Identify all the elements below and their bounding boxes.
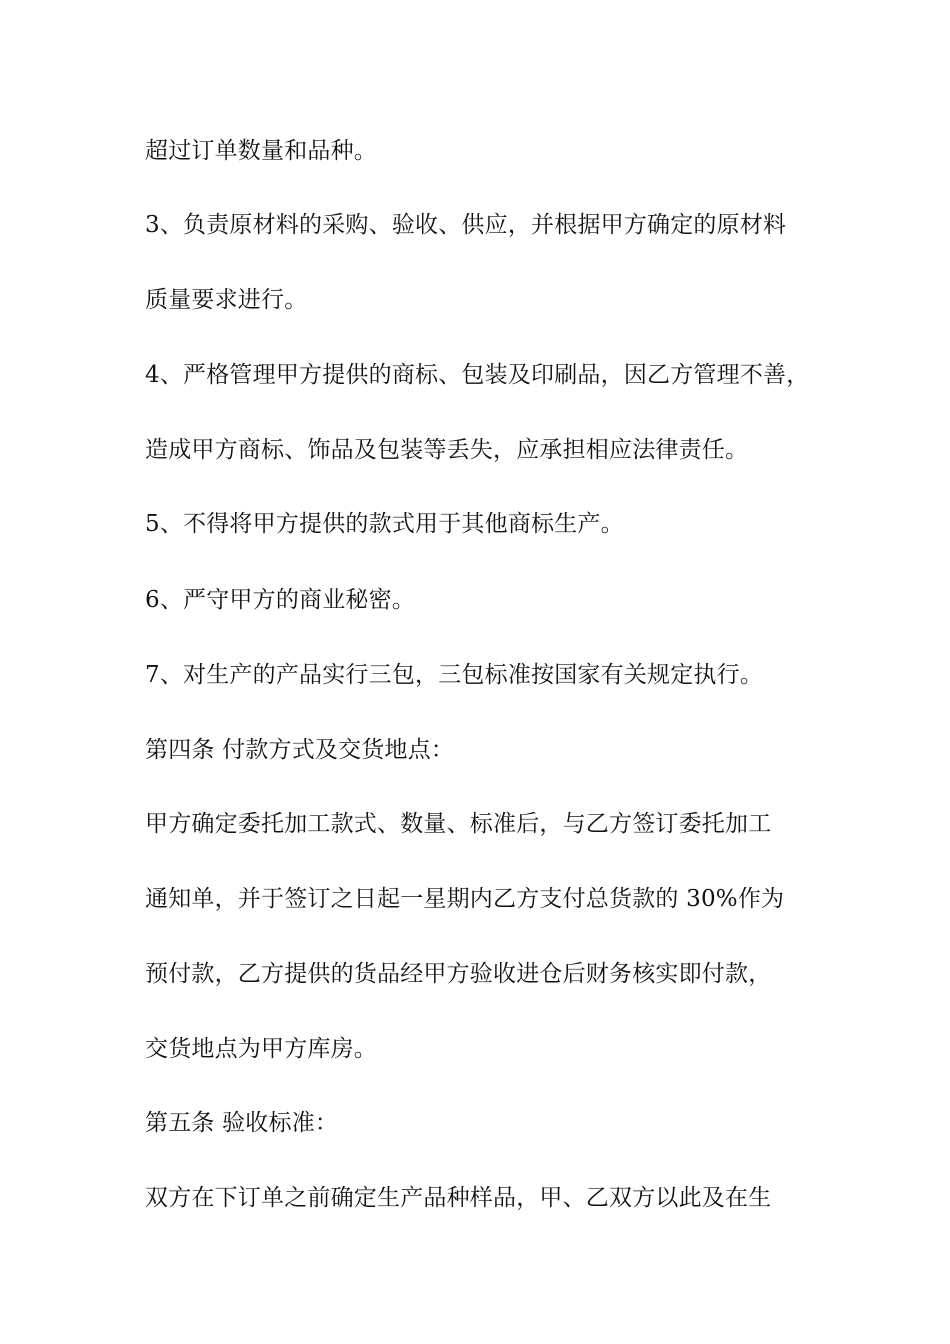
text-line: 超过订单数量和品种。 (145, 138, 377, 164)
section-heading: 第四条 付款方式及交货地点： (145, 737, 455, 763)
text-line: 交货地点为甲方库房。 (145, 1036, 377, 1062)
text-line: 质量要求进行。 (145, 287, 308, 313)
text-line: 4、严格管理甲方提供的商标、包装及印刷品，因乙方管理不善， (145, 362, 810, 388)
text-line: 通知单，并于签订之日起一星期内乙方支付总货款的 30%作为 (145, 886, 785, 912)
text-line: 5、不得将甲方提供的款式用于其他商标生产。 (145, 511, 624, 537)
section-heading: 第五条 验收标准： (145, 1110, 339, 1136)
text-line: 3、负责原材料的采购、验收、供应，并根据甲方确定的原材料 (145, 212, 787, 238)
text-line: 预付款，乙方提供的货品经甲方验收进仓后财务核实即付款， (145, 961, 772, 987)
text-line: 双方在下订单之前确定生产品种样品，甲、乙双方以此及在生 (145, 1185, 772, 1211)
text-line: 甲方确定委托加工款式、数量、标准后，与乙方签订委托加工 (145, 811, 772, 837)
text-line: 6、严守甲方的商业秘密。 (145, 587, 416, 613)
text-line: 造成甲方商标、饰品及包装等丢失，应承担相应法律责任。 (145, 437, 749, 463)
text-line: 7、对生产的产品实行三包，三包标准按国家有关规定执行。 (145, 662, 764, 688)
